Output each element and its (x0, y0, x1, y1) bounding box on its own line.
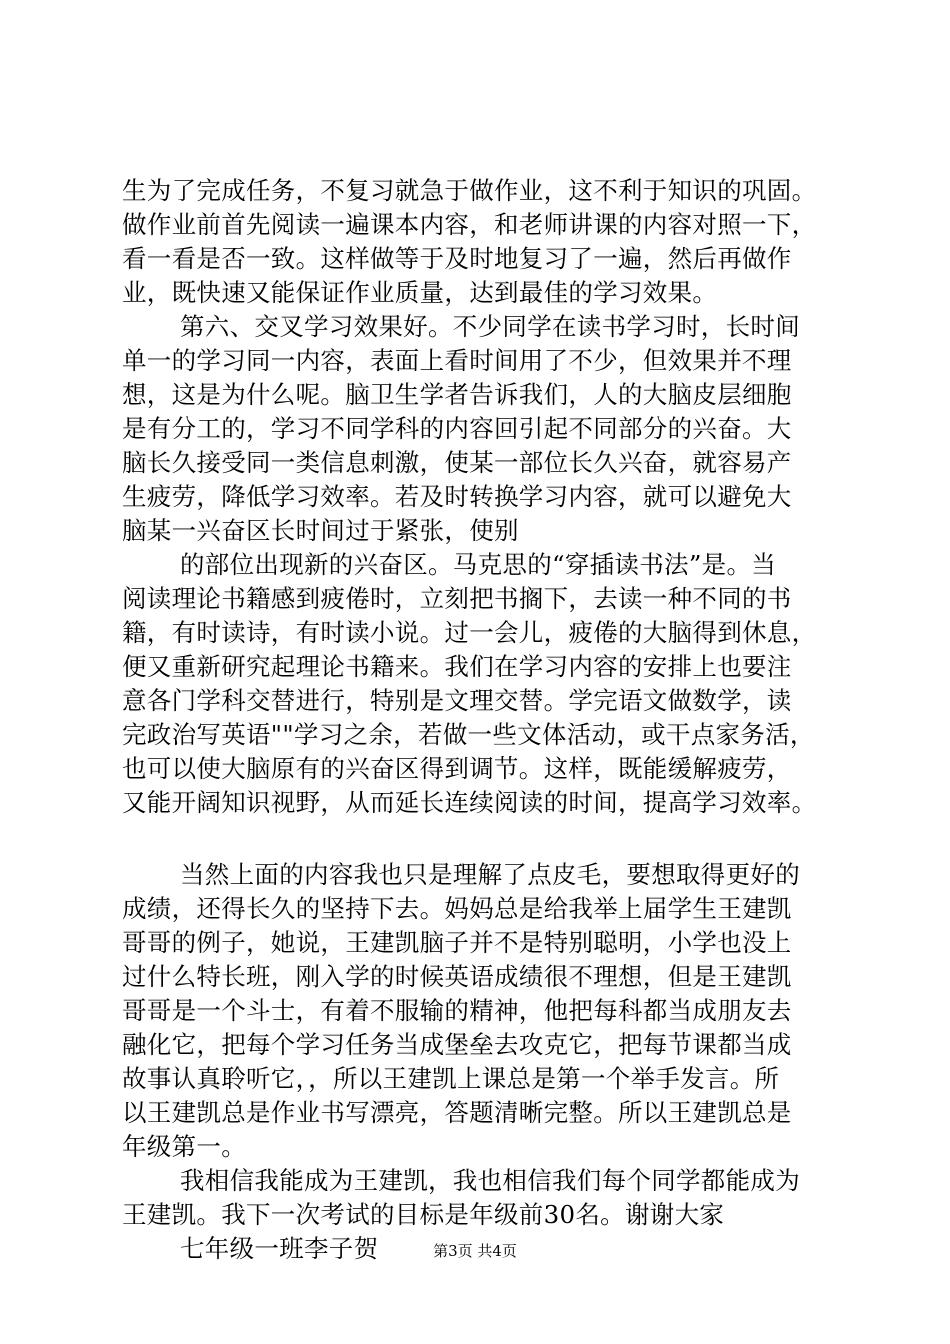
paragraph-goal (122, 1164, 842, 1232)
text-line: 哥哥是一个斗士，有着不服输的精神，他把每科都当成朋友去 (122, 996, 792, 1025)
text-line: 过什么特长班，刚入学的时候英语成绩很不理想，但是王建凯 (122, 962, 792, 991)
text-line: 又能开阔知识视野，从而延长连续阅读的时间，提高学习效率。 (122, 788, 817, 817)
text-line: 年级第一。 (122, 1132, 246, 1161)
text-line: 阅读理论书籍感到疲倦时，立刻把书搁下，去读一种不同的书 (122, 584, 792, 613)
paragraph-wang-jiankai (122, 858, 842, 1164)
text-line: 成绩，还得长久的坚持下去。妈妈总是给我举上届学生王建凯 (122, 894, 792, 923)
text-line: 看一看是否一致。这样做等于及时地复习了一遍，然后再做作 (122, 244, 792, 273)
page-number-footer: 第3页 共4页 (433, 1242, 517, 1260)
paragraph-homework-review (122, 174, 842, 310)
paragraph-marx-reading-method (122, 548, 842, 820)
text-line: 做作业前首先阅读一遍课本内容，和老师讲课的内容对照一下， (122, 210, 817, 239)
text-line: 融化它，把每个学习任务当成堡垒去攻克它，把每节课都当成 (122, 1030, 792, 1059)
text-line: 便又重新研究起理论书籍来。我们在学习内容的安排上也要注 (122, 652, 792, 681)
text-line: 业，既快速又能保证作业质量，达到最佳的学习效果。 (122, 278, 718, 307)
text-line: 单一的学习同一内容，表面上看时间用了不少，但效果并不理 (122, 346, 792, 375)
paragraph-cross-learning (122, 310, 842, 548)
text-line: 也可以使大脑原有的兴奋区得到调节。这样，既能缓解疲劳， (122, 754, 792, 783)
text-line: 籍，有时读诗，有时读小说。过一会儿，疲倦的大脑得到休息， (122, 618, 817, 647)
text-line: 故事认真聆听它，，所以王建凯上课总是第一个举手发言。所 (122, 1064, 780, 1093)
text-line: 的部位出现新的兴奋区。马克思的“穿插读书法”是。当 (180, 550, 777, 579)
text-line: 完政治写英语""学习之余，若做一些文体活动，或干点家务活， (122, 720, 815, 749)
text-line: 王建凯。我下一次考试的目标是年级前30名。谢谢大家 (122, 1200, 725, 1229)
paragraph-gap (122, 820, 842, 858)
text-line: 生疲劳，降低学习效率。若及时转换学习内容，就可以避免大 (122, 482, 792, 511)
document-body (122, 174, 842, 1266)
text-line: 以王建凯总是作业书写漂亮，答题清晰完整。所以王建凯总是 (122, 1098, 792, 1127)
text-line: 脑长久接受同一类信息刺激，使某一部位长久兴奋，就容易产 (122, 448, 792, 477)
text-line: 当然上面的内容我也只是理解了点皮毛，要想取得更好的 (180, 860, 800, 889)
text-line: 生为了完成任务，不复习就急于做作业，这不利于知识的巩固。 (122, 176, 817, 205)
text-line: 脑某一兴奋区长时间过于紧张，使别 (122, 516, 519, 545)
text-line: 哥哥的例子，她说，王建凯脑子并不是特别聪明，小学也没上 (122, 928, 792, 957)
text-line: 想，这是为什么呢。脑卫生学者告诉我们，人的大脑皮层细胞 (122, 380, 792, 409)
signature: 七年级一班李子贺 (180, 1234, 379, 1263)
text-line: 意各门学科交替进行，特别是文理交替。学完语文做数学，读 (122, 686, 792, 715)
text-line: 是有分工的，学习不同学科的内容回引起不同部分的兴奋。大 (122, 414, 792, 443)
text-line: 第六、交叉学习效果好。不少同学在读书学习时，长时间 (180, 312, 800, 341)
text-line: 我相信我能成为王建凯，我也相信我们每个同学都能成为 (180, 1166, 800, 1195)
